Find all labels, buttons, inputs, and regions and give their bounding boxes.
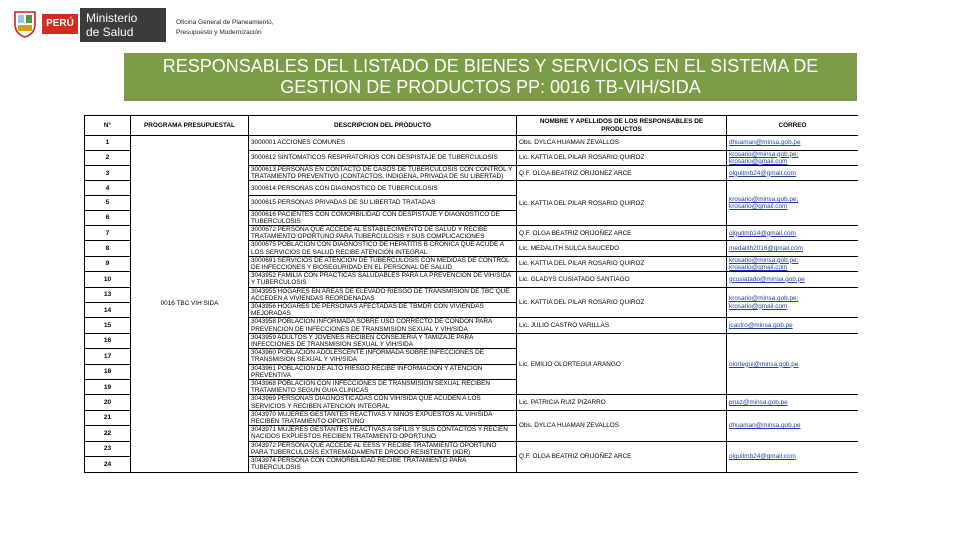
responsible-email-link[interactable]: olortegui@minsa.gob.pe: [727, 333, 859, 395]
responsible-name: Lic. JULIO CASTRO VARILLAS: [517, 318, 727, 333]
row-number: 7: [85, 226, 131, 241]
product-description: 3043955 HOGARES EN AREAS DE ELEVADO RIESGO DE TRANSMISION DE TBC QUE ACCEDEN A VIVIENDAS REORDENADAS: [249, 287, 517, 302]
responsible-name: Lic. GLADYS CUSIATADO SANTIAGO: [517, 272, 727, 287]
table-row: [85, 136, 859, 151]
product-description: 3043971 MUJERES GESTANTES REACTIVAS A SIFILIS Y SUS CONTACTOS Y RECIEN NACIDOS EXPUESTOS RECIBEN TRATAMIENTO OPORTUNO: [249, 426, 517, 441]
product-description: 3043958 POBLACION INFORMADA SOBRE USO CORRECTO DE CONDON PARA PREVENCION DE INFECCIONES DE TRANSMISION SEXUAL Y VIH/SIDA: [249, 318, 517, 333]
responsible-email-link[interactable]: olguitmb24@gmail.com: [727, 166, 859, 181]
responsible-email-link[interactable]: dhuaman@minsa.gob.pe: [727, 136, 859, 151]
responsible-email-link[interactable]: krosario@minsa.gob.pe; krosario@gmail.com: [727, 256, 859, 271]
responsible-name: Q.F. OLGA BEATRIZ ORIJOÑEZ ARCE: [517, 226, 727, 241]
row-number: 13: [85, 287, 131, 302]
row-number: 6: [85, 210, 131, 225]
responsible-name: Q.F. OLGA BEATRIZ ORIJONEZ ARCE: [517, 166, 727, 181]
office-name-line2: Presupuesto y Modernización: [176, 29, 262, 36]
product-description: 3043960 POBLACION ADOLESCENTE INFORMADA SOBRE INFECCIONES DE TRANSMISION SEXUAL Y VIH/SIDA: [249, 349, 517, 364]
title-line1: RESPONSABLES DEL LISTADO DE BIENES Y SERVICIOS EN EL SISTEMA DE: [162, 56, 819, 76]
ministry-logo: [80, 8, 166, 42]
row-number: 24: [85, 457, 131, 472]
row-number: 18: [85, 364, 131, 379]
row-number: 9: [85, 256, 131, 271]
product-description: 3000614 PERSONAS CON DIAGNOSTICO DE TUBERCULOSIS: [249, 181, 517, 196]
product-description: 3043952 FAMILIA CON PRACTICAS SALUDABLES PARA LA PREVENCION DE VIH/SIDA Y TUBERCULOSIS: [249, 272, 517, 287]
product-description: 3000672 PERSONA QUE ACCEDE AL ESTABLECIMIENTO DE SALUD Y RECIBE TRATAMIENTO OPORTUNO PARA TUBERCULOSIS Y SUS COMPLICACIONES: [249, 226, 517, 241]
product-description: 3000613 PERSONAS EN CONTACTO DE CASOS DE TUBERCULOSIS CON CONTROL Y TRATAMIENTO PREVENTIVO (CONTACTOS, INDIGENA, PRIVADA DE SU LIBERTAD): [249, 166, 517, 181]
responsible-name: Lic. KATTIA DEL PILAR ROSARIO QUIROZ: [517, 256, 727, 271]
table-body: [85, 136, 859, 473]
responsible-name: Obs. DYLCA HUAMAN ZEVALLOS: [517, 410, 727, 441]
title-line2: GESTION DE PRODUCTOS PP: 0016 TB-VIH/SIDA: [280, 77, 701, 97]
product-description: 3043974 PERSONA CON COMORBILIDAD RECIBE TRATAMIENTO PARA TUBERCULOSIS: [249, 457, 517, 472]
responsible-name: Obs. DYLCA HUAMAN ZEVALLOS: [517, 136, 727, 151]
responsible-email-link[interactable]: krosario@minsa.gob.pe; krosario@gmail.com: [727, 150, 859, 165]
row-number: 5: [85, 196, 131, 211]
product-description: 3043959 ADULTOS Y JOVENES RECIBEN CONSEJERIA Y TAMIZAJE PARA INFECCIONES DE TRANSMISION SEXUAL Y VIH/SIDA: [249, 333, 517, 348]
responsible-name: Lic. KATTIA DEL PILAR ROSARIO QUIROZ: [517, 150, 727, 165]
responsible-email-link[interactable]: jcastro@minsa.gob.pe: [727, 318, 859, 333]
product-description: 3000675 POBLACION CON DIAGNOSTICO DE HEPATITIS B CRONICA QUE ACUDE A LOS SERVICIOS DE SALUD RECIBE ATENCION INTEGRAL: [249, 241, 517, 256]
responsible-email-link[interactable]: olguitmb24@gmail.com: [727, 226, 859, 241]
responsibles-table-container: [84, 115, 858, 535]
responsible-email-link[interactable]: pruiz@minsa.gob.pe: [727, 395, 859, 410]
office-name-line1: Oficina General de Planeamiento,: [176, 19, 274, 26]
row-number: 8: [85, 241, 131, 256]
responsible-email-link[interactable]: krosario@minsa.gob.pe; krosario@gmail.com: [727, 287, 859, 318]
product-description: 3043961 POBLACION DE ALTO RIESGO RECIBE INFORMACION Y ATENCION PREVENTIVA: [249, 364, 517, 379]
product-description: 3043969 PERSONAS DIAGNOSTICADAS CON VIH/SIDA QUE ACUDEN A LOS SERVICIOS Y RECIBEN ATENCION INTEGRAL: [249, 395, 517, 410]
responsible-name: Lic. MEDALITH SULCA SAUCEDO: [517, 241, 727, 256]
product-description: 3043970 MUJERES GESTANTES REACTIVAS Y NIÑOS EXPUESTOS AL VIH/SIDA RECIBEN TRATAMIENTO OPORTUNO: [249, 410, 517, 425]
responsible-email-link[interactable]: olguitmb24@gmail.com: [727, 441, 859, 472]
row-number: 23: [85, 441, 131, 456]
ministry-name-line2: de Salud: [86, 25, 134, 39]
row-number: 4: [85, 181, 131, 196]
office-name: [176, 18, 274, 38]
column-header-email: CORREO: [727, 116, 859, 136]
program-cell: 0016 TBC VIH SIDA: [131, 136, 249, 473]
row-number: 15: [85, 318, 131, 333]
product-description: 3043956 HOGARES DE PERSONAS AFECTADAS DE TBMDR CON VIVIENDAS MEJORADAS: [249, 303, 517, 318]
row-number: 16: [85, 333, 131, 348]
responsible-email-link[interactable]: krosario@minsa.gob.pe; krosario@gmail.com: [727, 181, 859, 226]
responsible-email-link[interactable]: medalith2016@gmail.com: [727, 241, 859, 256]
country-badge: PERÚ: [42, 14, 78, 34]
responsibles-table: [84, 115, 858, 473]
product-description: 3000616 PACIENTES CON COMORBILIDAD CON DESPISTAJE Y DIAGNOSTICO DE TUBERCULOSIS: [249, 210, 517, 225]
responsible-name: Lic. KATTIA DEL PILAR ROSARIO QUIROZ: [517, 181, 727, 226]
row-number: 10: [85, 272, 131, 287]
row-number: 1: [85, 136, 131, 151]
table-header-row: [85, 116, 859, 136]
column-header-program: PROGRAMA PRESUPUESTAL: [131, 116, 249, 136]
row-number: 22: [85, 426, 131, 441]
responsible-email-link[interactable]: dhuaman@minsa.gob.pe: [727, 410, 859, 441]
column-header-responsible: NOMBRE Y APELLIDOS DE LOS RESPONSABLES DE PRODUCTOS: [517, 116, 727, 136]
responsible-name: Lic. KATTIA DEL PILAR ROSARIO QUIROZ: [517, 287, 727, 318]
title-banner: [124, 53, 857, 101]
responsible-email-link[interactable]: gcusiatado@minsa.gob.pe: [727, 272, 859, 287]
responsible-name: Q.F. OLGA BEATRIZ ORIJOÑEZ ARCE: [517, 441, 727, 472]
page-header: [0, 0, 960, 50]
product-description: 3000691 SERVICIOS DE ATENCION DE TUBERCULOSIS CON MEDIDAS DE CONTROL DE INFECCIONES Y BIOSEGURIDAD EN EL PERSONAL DE SALUD: [249, 256, 517, 271]
product-description: 3000612 SINTOMATICOS RESPIRATORIOS CON DESPISTAJE DE TUBERCULOSIS: [249, 150, 517, 165]
column-header-num: N°: [85, 116, 131, 136]
coat-of-arms-icon: [12, 10, 38, 38]
row-number: 14: [85, 303, 131, 318]
ministry-name-line1: Ministerio: [86, 11, 138, 25]
row-number: 3: [85, 166, 131, 181]
row-number: 20: [85, 395, 131, 410]
row-number: 17: [85, 349, 131, 364]
responsible-name: Lic. PATRICIA RUIZ PIZARRO: [517, 395, 727, 410]
row-number: 2: [85, 150, 131, 165]
column-header-description: DESCRIPCION DEL PRODUCTO: [249, 116, 517, 136]
product-description: 3000615 PERSONAS PRIVADAS DE SU LIBERTAD TRATADAS: [249, 196, 517, 211]
row-number: 19: [85, 380, 131, 395]
responsible-name: Lic. EMILIO OLORTEGUI ARANGO: [517, 333, 727, 395]
product-description: 3043968 POBLACION CON INFECCIONES DE TRANSMISION SEXUAL RECIBEN TRATAMIENTO SEGUN GUIA CLINICAS: [249, 380, 517, 395]
product-description: 3043972 PERSONA QUE ACCEDE AL EESS Y RECIBE TRATAMIENTO OPORTUNO PARA TUBERCULOSIS EXTREMADAMENTE DROGO RESISTENTE (XDR): [249, 441, 517, 456]
row-number: 21: [85, 410, 131, 425]
product-description: 3000001 ACCIONES COMUNES: [249, 136, 517, 151]
